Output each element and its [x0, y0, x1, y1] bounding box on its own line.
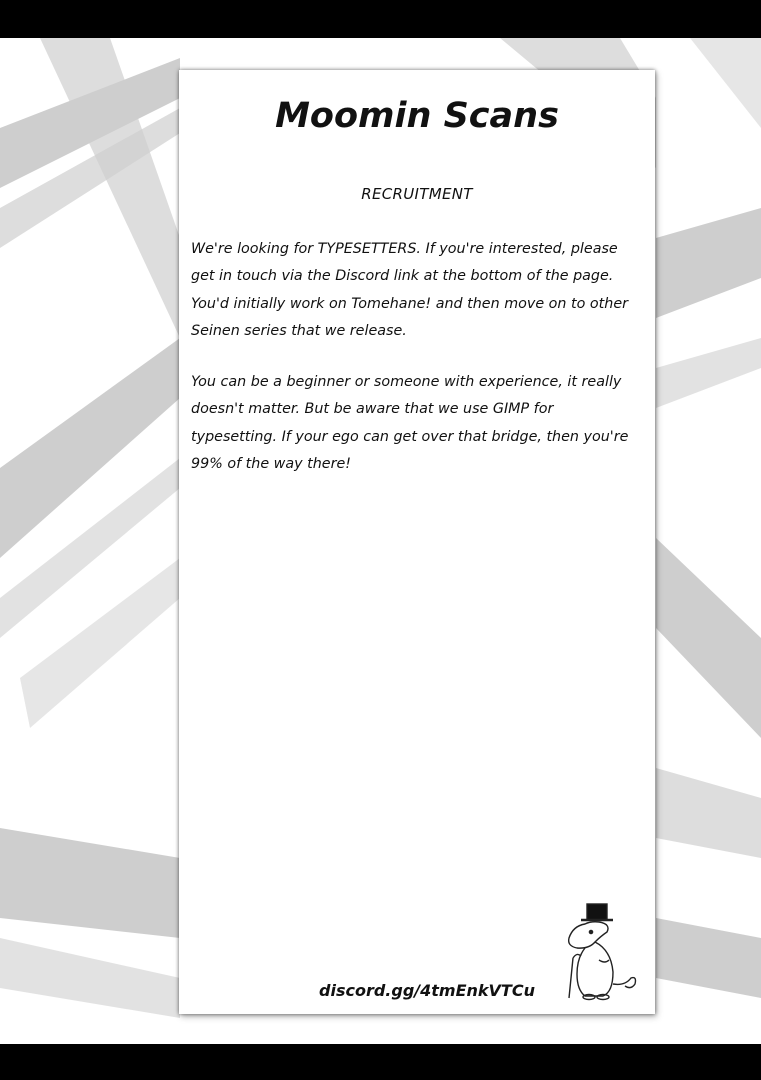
bottom-black-bar: [0, 1044, 761, 1080]
page-title: Moomin Scans: [275, 96, 559, 136]
top-black-bar: [0, 0, 761, 38]
paragraph-typesetters: We're looking for TYPESETTERS. If you're interested, please get in touch via the Discord link at the bottom of the page. You'd initially work on Tomehane! and then move on to other Seinen series that we release.: [191, 241, 629, 339]
section-heading: RECRUITMENT: [361, 185, 473, 203]
discord-link[interactable]: discord.gg/4tmEnkVTCu: [319, 981, 535, 1000]
moomin-with-top-hat-icon: [555, 902, 647, 1002]
recruitment-card: [179, 70, 655, 1014]
paragraph-experience: You can be a beginner or someone with experience, it really doesn't matter. But be aware that we use GIMP for typesetting. If your ego can get over that bridge, then you're 99% of the way there!: [191, 374, 629, 472]
